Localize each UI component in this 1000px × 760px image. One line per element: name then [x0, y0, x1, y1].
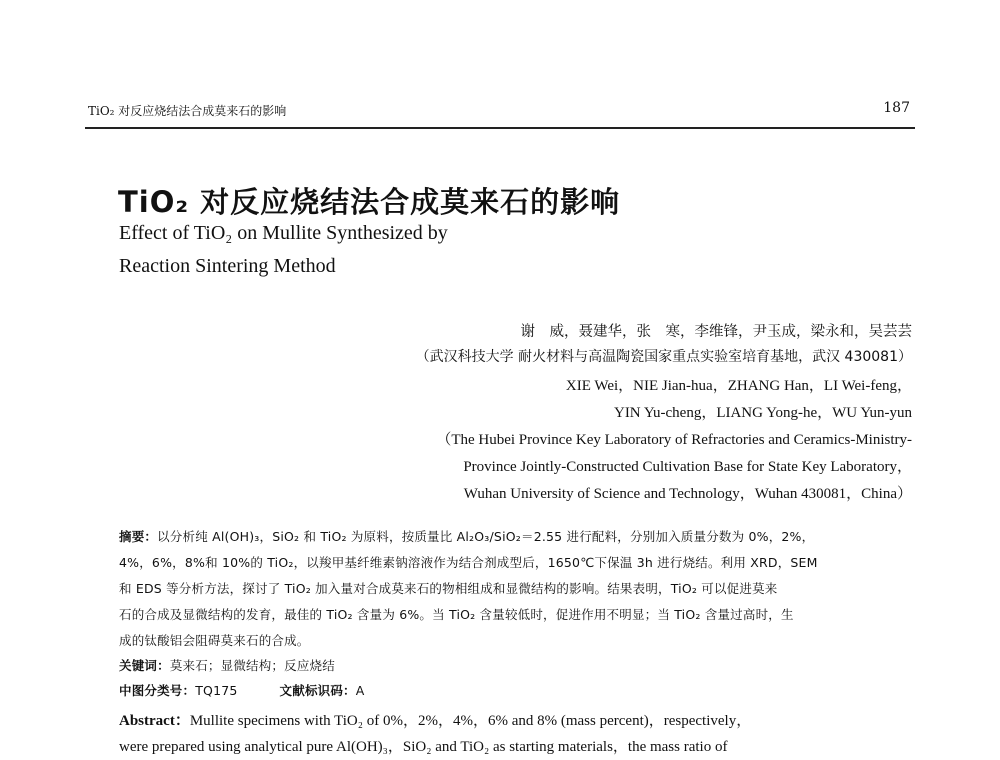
page-number: 187 [883, 100, 910, 116]
abstract-cn-line-4: 石的合成及显微结构的发育，最佳的 TiO₂ 含量为 6%。当 TiO₂ 含量较低时，促进作用不明显；当 TiO₂ 含量过高时，生 [119, 607, 794, 622]
clc-label: 中图分类号： [119, 683, 196, 698]
title-chinese: TiO₂ 对反应烧结法合成莫来石的影响 [118, 185, 621, 219]
classification-line [119, 681, 365, 699]
header-rule [85, 127, 915, 129]
keywords-text: 莫来石；显微结构；反应烧结 [169, 658, 335, 673]
abstract-cn-label: 摘要： [119, 529, 158, 544]
abstract-en-line-1 [119, 709, 751, 730]
affiliation-english-line-2: Province Jointly-Constructed Cultivation Base for State Key Laboratory， [463, 459, 912, 475]
title-english-line-2: Reaction Sintering Method [119, 255, 336, 277]
doc-code-value: A [355, 683, 365, 698]
abstract-cn-line-5: 成的钛酸铝会阻碍莫来石的合成。 [119, 633, 310, 648]
title-english-line-1: Effect of TiO₂ on Mullite Synthesized by [119, 222, 448, 244]
abstract-cn-line-2: 4%，6%，8%和 10%的 TiO₂，以羧甲基纤维素钠溶液作为结合剂成型后，1650℃下保温 3h 进行烧结。利用 XRD，SEM [119, 555, 818, 570]
doc-code-label: 文献标识码： [279, 683, 356, 698]
affiliation-english-line-3: Wuhan University of Science and Technology，Wuhan 430081，China） [463, 486, 912, 502]
affiliation-english-line-1: （The Hubei Province Key Laboratory of Refractories and Ceramics-Ministry- [436, 432, 912, 448]
running-header-title: TiO₂ 对反应烧结法合成莫来石的影响 [88, 104, 287, 118]
authors-english-line-2: YIN Yu-cheng，LIANG Yong-he，WU Yun-yun [613, 405, 912, 421]
affiliation-chinese: （武汉科技大学 耐火材料与高温陶瓷国家重点实验室培育基地，武汉 430081） [415, 349, 912, 365]
abstract-en-line-2: were prepared using analytical pure Al(OH)₃，SiO₂ and TiO₂ as starting materials，the mass ratio of [119, 739, 728, 755]
abstract-cn-text-1: 以分析纯 Al(OH)₃，SiO₂ 和 TiO₂ 为原料，按质量比 Al₂O₃/SiO₂＝2.55 进行配料，分别加入质量分数为 0%，2%， [157, 529, 815, 544]
authors-chinese: 谢 威，聂建华，张 寒，李维锋，尹玉成，梁永和，吴芸芸 [520, 324, 912, 340]
authors-english-line-1: XIE Wei，NIE Jian-hua，ZHANG Han，LI Wei-feng， [565, 378, 912, 394]
abstract-cn-line-1 [119, 527, 814, 545]
keywords-label: 关键词： [119, 658, 170, 673]
abstract-en-label: Abstract： [119, 713, 190, 729]
abstract-cn-line-3: 和 EDS 等分析方法，探讨了 TiO₂ 加入量对合成莫来石的物相组成和显微结构的影响。结果表明，TiO₂ 可以促进莫来 [119, 581, 778, 596]
abstract-en-text-1: Mullite specimens with TiO₂ of 0%，2%，4%，6% and 8% (mass percent)，respectively， [189, 713, 752, 729]
keywords-cn [119, 656, 335, 674]
clc-value: TQ175 [195, 683, 238, 698]
